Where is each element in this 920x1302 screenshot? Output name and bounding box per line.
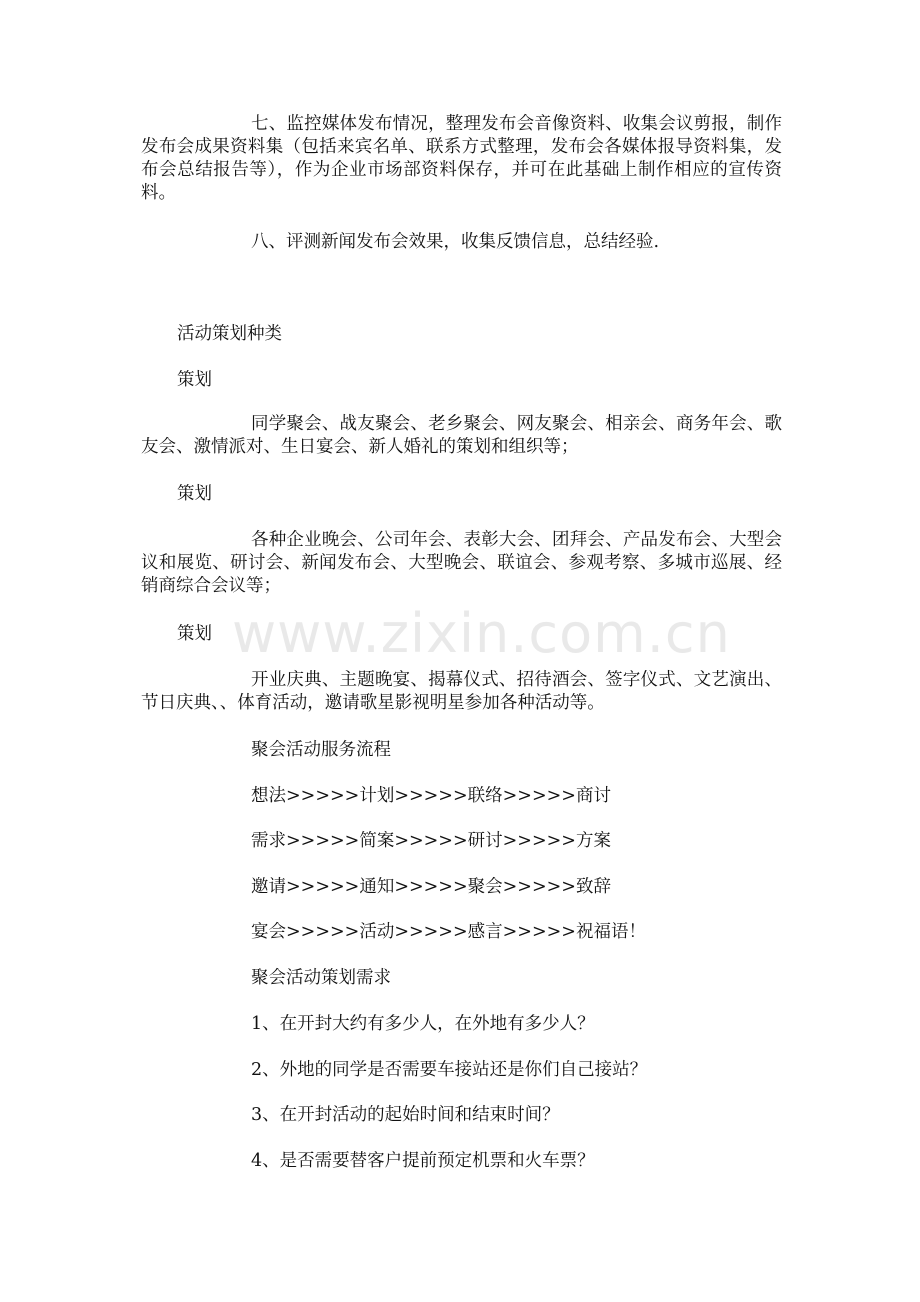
flow-line-4: 宴会>>>>>活动>>>>>感言>>>>>祝福语！ xyxy=(251,922,646,942)
label-planning-2: 策划 xyxy=(177,484,212,504)
question-1: 1、在开封大约有多少人，在外地有多少人？ xyxy=(251,1014,595,1034)
heading-activity-types: 活动策划种类 xyxy=(177,324,282,344)
heading-service-flow: 聚会活动服务流程 xyxy=(251,740,391,760)
flow-line-2: 需求>>>>>简案>>>>>研讨>>>>>方案 xyxy=(251,831,611,851)
flow-line-3: 邀请>>>>>通知>>>>>聚会>>>>>致辞 xyxy=(251,877,611,897)
label-planning-3: 策划 xyxy=(177,624,212,644)
paragraph-step-7: 七、监控媒体发布情况，整理发布会音像资料、收集会议剪报，制作发布会成果资料集（包括来宾名单、联系方式整理，发布会各媒体报导资料集，发布会总结报告等），作为企业市场部资料保存，并可在此基础上制作相应的宣传资料。 xyxy=(141,114,782,203)
flow-line-1: 想法>>>>>计划>>>>>联络>>>>>商讨 xyxy=(251,786,611,806)
heading-planning-needs: 聚会活动策划需求 xyxy=(251,968,391,988)
paragraph-types-1: 同学聚会、战友聚会、老乡聚会、网友聚会、相亲会、商务年会、歌友会、激情派对、生日宴会、新人婚礼的策划和组织等； xyxy=(141,414,782,457)
question-2: 2、外地的同学是否需要车接站还是你们自己接站？ xyxy=(251,1060,648,1080)
question-4: 4、是否需要替客户提前预定机票和火车票？ xyxy=(251,1151,595,1171)
label-planning-1: 策划 xyxy=(177,370,212,390)
paragraph-types-2: 各种企业晚会、公司年会、表彰大会、团拜会、产品发布会、大型会议和展览、研讨会、新闻发布会、大型晚会、联谊会、参观考察、多城市巡展、经销商综合会议等； xyxy=(141,530,782,596)
paragraph-types-3: 开业庆典、主题晚宴、揭幕仪式、招待酒会、签字仪式、文艺演出、节日庆典、、体育活动，邀请歌星影视明星参加各种活动等。 xyxy=(141,670,782,713)
watermark: www.zixin.com.cn xyxy=(232,602,731,665)
question-3: 3、在开封活动的起始时间和结束时间？ xyxy=(251,1105,560,1125)
paragraph-step-8: 八、评测新闻发布会效果，收集反馈信息，总结经验. xyxy=(251,232,660,252)
